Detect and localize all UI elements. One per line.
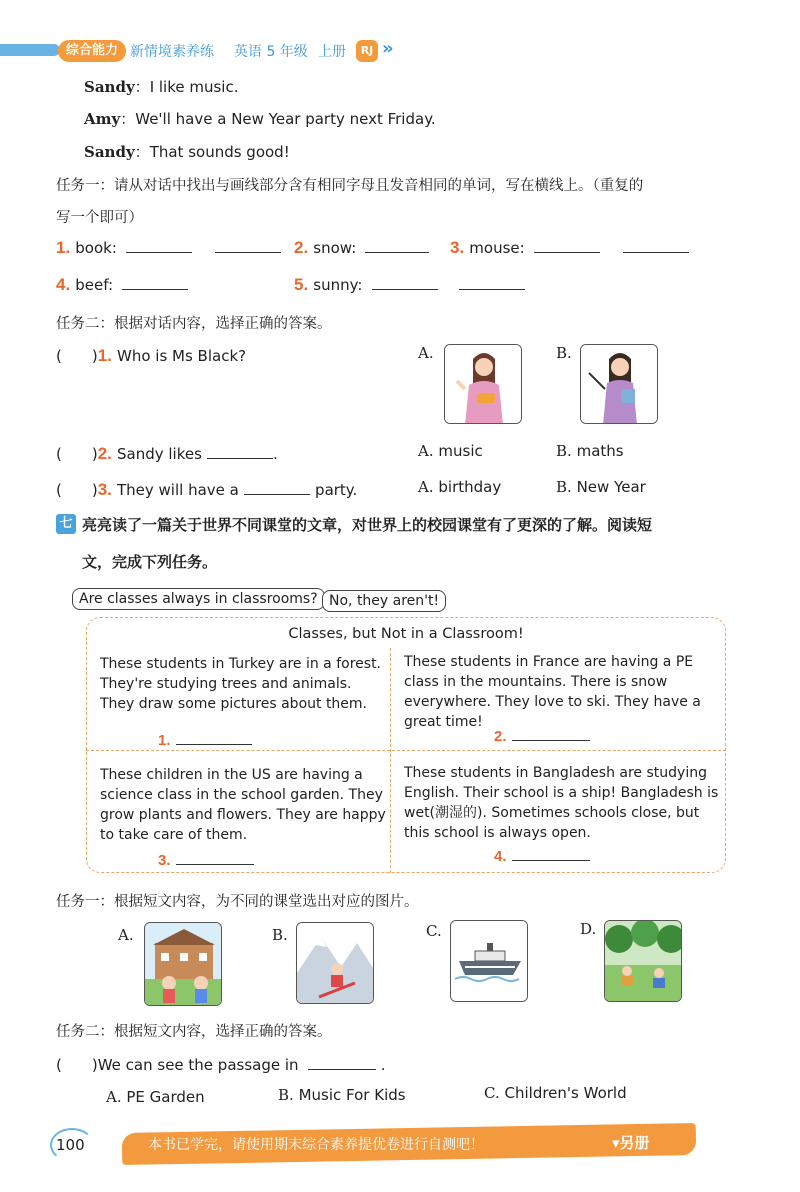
item-number: 3. — [450, 238, 465, 257]
passage-cell-answer-3 — [158, 850, 254, 869]
header-badge: 综合能力 — [58, 40, 126, 62]
passage-cell-us: These children in the US are having a science class in the school garden. They grow plants and flowers. They are happy to take care of them. — [100, 767, 386, 843]
passage-cell-bangladesh: These students in Bangladesh are studying English. Their school is a ship! Bangladesh is wet(潮湿的). Sometimes schools close, but this school is always open. — [404, 765, 719, 841]
dialogue-line-1 — [84, 76, 238, 97]
task2-question-1 — [56, 345, 246, 366]
option-label: B. — [278, 1086, 294, 1104]
task1-item-5 — [294, 275, 525, 295]
speaker: Amy — [84, 110, 121, 128]
page-number: 100 — [56, 1136, 85, 1154]
answer-blank[interactable] — [126, 239, 192, 253]
task1-instruction: 任务一：请从对话中找出与画线部分含有相同字母且发音相同的单词，写在横线上。（重复的 — [56, 178, 644, 194]
option-label: B. — [556, 442, 572, 460]
header-subject: 英语 5 年级 — [234, 44, 308, 60]
item-word: sunny: — [313, 276, 363, 294]
header-series: 新情境素养练 — [130, 44, 214, 60]
option-label: A. — [418, 442, 434, 460]
speaker: Sandy — [84, 78, 135, 96]
q2-option-b[interactable] — [556, 442, 624, 460]
cell-number: 3. — [158, 852, 171, 869]
answer-blank[interactable] — [534, 239, 600, 253]
q3-option-a[interactable] — [418, 478, 501, 496]
q3-option-b[interactable] — [556, 478, 646, 496]
item-number: 2. — [294, 238, 309, 257]
ms-black-option-b-image[interactable] — [580, 344, 658, 424]
option-text: maths — [576, 442, 624, 460]
answer-blank[interactable] — [244, 481, 310, 495]
item-word: mouse: — [469, 239, 525, 257]
answer-paren[interactable]: ( ) — [56, 347, 98, 365]
section7-task1-instruction: 任务一：根据短文内容，为不同的课堂选出对应的图片。 — [56, 894, 419, 910]
section7-intro: 亮亮读了一篇关于世界不同课堂的文章，对世界上的校园课堂有了更深的了解。阅读短 — [82, 516, 653, 534]
answer-blank[interactable] — [512, 727, 590, 741]
separator: ： — [120, 110, 136, 128]
answer-paren[interactable]: ( ) — [56, 481, 98, 499]
task1-item-1 — [56, 238, 281, 258]
task1-item-4 — [56, 275, 188, 295]
task1-item-3 — [450, 238, 689, 258]
speaker: Sandy — [84, 143, 135, 161]
item-word: book: — [75, 239, 117, 257]
item-number: 1. — [56, 238, 71, 257]
item-word: beef: — [75, 276, 114, 294]
ship-picture[interactable] — [450, 920, 528, 1002]
question-text: They will have a — [117, 481, 239, 499]
question-tail: party. — [315, 481, 358, 499]
option-b[interactable] — [278, 1086, 406, 1104]
item-number: 4. — [56, 275, 71, 294]
task2-instruction: 任务二：根据对话内容，选择正确的答案。 — [56, 316, 332, 332]
passage-cell-answer-4 — [494, 846, 590, 865]
header-volume: 上册 — [318, 44, 346, 60]
answer-paren[interactable]: ( ) — [56, 1056, 98, 1074]
option-text: Children's World — [504, 1084, 627, 1102]
pic-label-c: C. — [426, 922, 442, 940]
line-text: We'll have a New Year party next Friday. — [135, 110, 436, 128]
question-speech-bubble: Are classes always in classrooms? — [72, 588, 325, 610]
separator: ： — [134, 78, 150, 96]
option-a[interactable] — [106, 1088, 205, 1106]
question-text: Who is Ms Black? — [117, 347, 247, 365]
option-label: A. — [418, 478, 434, 496]
ship-icon — [451, 921, 528, 1002]
line-text: That sounds good! — [149, 143, 290, 161]
passage-cell-answer-2 — [494, 726, 590, 745]
question-number: 3. — [97, 480, 112, 499]
answer-blank[interactable] — [308, 1056, 376, 1070]
question-text: Sandy likes — [117, 445, 202, 463]
passage-divider — [390, 648, 391, 873]
option-text: birthday — [438, 478, 502, 496]
passage-cell-answer-1 — [158, 730, 252, 749]
answer-blank[interactable] — [365, 239, 429, 253]
answer-blank[interactable] — [512, 847, 590, 861]
section-marker: 七 — [56, 514, 76, 534]
option-label: B. — [556, 478, 572, 496]
question-tail: . — [273, 445, 278, 463]
question-text: We can see the passage in — [97, 1056, 299, 1074]
question-tail: . — [380, 1056, 386, 1074]
footer-banner-text: 本书已学完，请使用期末综合素养提优卷进行自测吧！ — [148, 1137, 484, 1153]
option-text: New Year — [576, 478, 646, 496]
item-word: snow: — [313, 239, 357, 257]
answer-blank[interactable] — [176, 731, 252, 745]
task2-question-2 — [56, 443, 278, 464]
school-garden-icon — [145, 923, 222, 1006]
pic-label-a: A. — [118, 926, 134, 944]
answer-blank[interactable] — [207, 445, 273, 459]
ms-black-option-a-image[interactable] — [444, 344, 522, 424]
forest-icon — [605, 921, 682, 1002]
cell-number: 1. — [158, 732, 171, 749]
pic-label-d: D. — [580, 920, 597, 938]
answer-speech-bubble: No, they aren't! — [322, 590, 446, 612]
answer-blank[interactable] — [176, 851, 254, 865]
task1-item-2 — [294, 238, 429, 258]
option-label: C. — [484, 1084, 500, 1102]
question-number: 2. — [97, 444, 112, 463]
answer-blank[interactable] — [459, 276, 525, 290]
item-number: 5. — [294, 275, 309, 294]
cell-number: 2. — [494, 728, 507, 745]
answer-blank[interactable] — [372, 276, 438, 290]
option-a-label: A. — [418, 344, 434, 362]
answer-paren[interactable]: ( ) — [56, 445, 98, 463]
line-text: I like music. — [149, 78, 239, 96]
ski-mountain-icon — [297, 923, 374, 1004]
question-number: 1. — [97, 346, 112, 365]
option-c[interactable] — [484, 1084, 627, 1102]
footer-volume-tag: ▾另册 — [612, 1134, 650, 1152]
answer-blank[interactable] — [623, 239, 689, 253]
dialogue-line-2 — [84, 108, 436, 129]
passage-cell-turkey: These students in Turkey are in a forest. They're studying trees and animals. They draw some pictures about them. — [100, 656, 382, 712]
passage-cell-france: These students in France are having a PE class in the mountains. There is snow everywhere. They love to ski. They have a great time! — [404, 654, 701, 730]
option-b-label: B. — [556, 344, 572, 362]
passage-title: Classes, but Not in a Classroom! — [288, 626, 524, 642]
header-edition-badge: RJ — [356, 40, 378, 62]
dialogue-line-3 — [84, 141, 290, 162]
teacher-with-pointer-icon — [581, 345, 658, 424]
task2-question-3 — [56, 479, 357, 500]
option-text: music — [438, 442, 483, 460]
forest-picture[interactable] — [604, 920, 682, 1002]
option-label: A. — [106, 1088, 122, 1106]
cell-number: 4. — [494, 848, 507, 865]
teacher-holding-book-icon — [445, 345, 522, 424]
header-accent-bar — [0, 44, 60, 56]
section7-question — [56, 1054, 386, 1075]
skiing-picture[interactable] — [296, 922, 374, 1004]
section7-intro-cont: 文，完成下列任务。 — [82, 553, 218, 571]
passage-divider — [86, 750, 726, 751]
section7-task2-instruction: 任务二：根据短文内容，选择正确的答案。 — [56, 1024, 332, 1040]
answer-blank[interactable] — [122, 276, 188, 290]
header-arrow-icon: » — [382, 38, 394, 59]
q2-option-a[interactable] — [418, 442, 483, 460]
option-text: PE Garden — [126, 1088, 205, 1106]
task1-instruction-cont: 写一个即可） — [56, 210, 143, 226]
pic-label-b: B. — [272, 926, 288, 944]
separator: ： — [134, 143, 150, 161]
option-text: Music For Kids — [298, 1086, 406, 1104]
answer-blank[interactable] — [215, 239, 281, 253]
school-garden-picture[interactable] — [144, 922, 222, 1006]
